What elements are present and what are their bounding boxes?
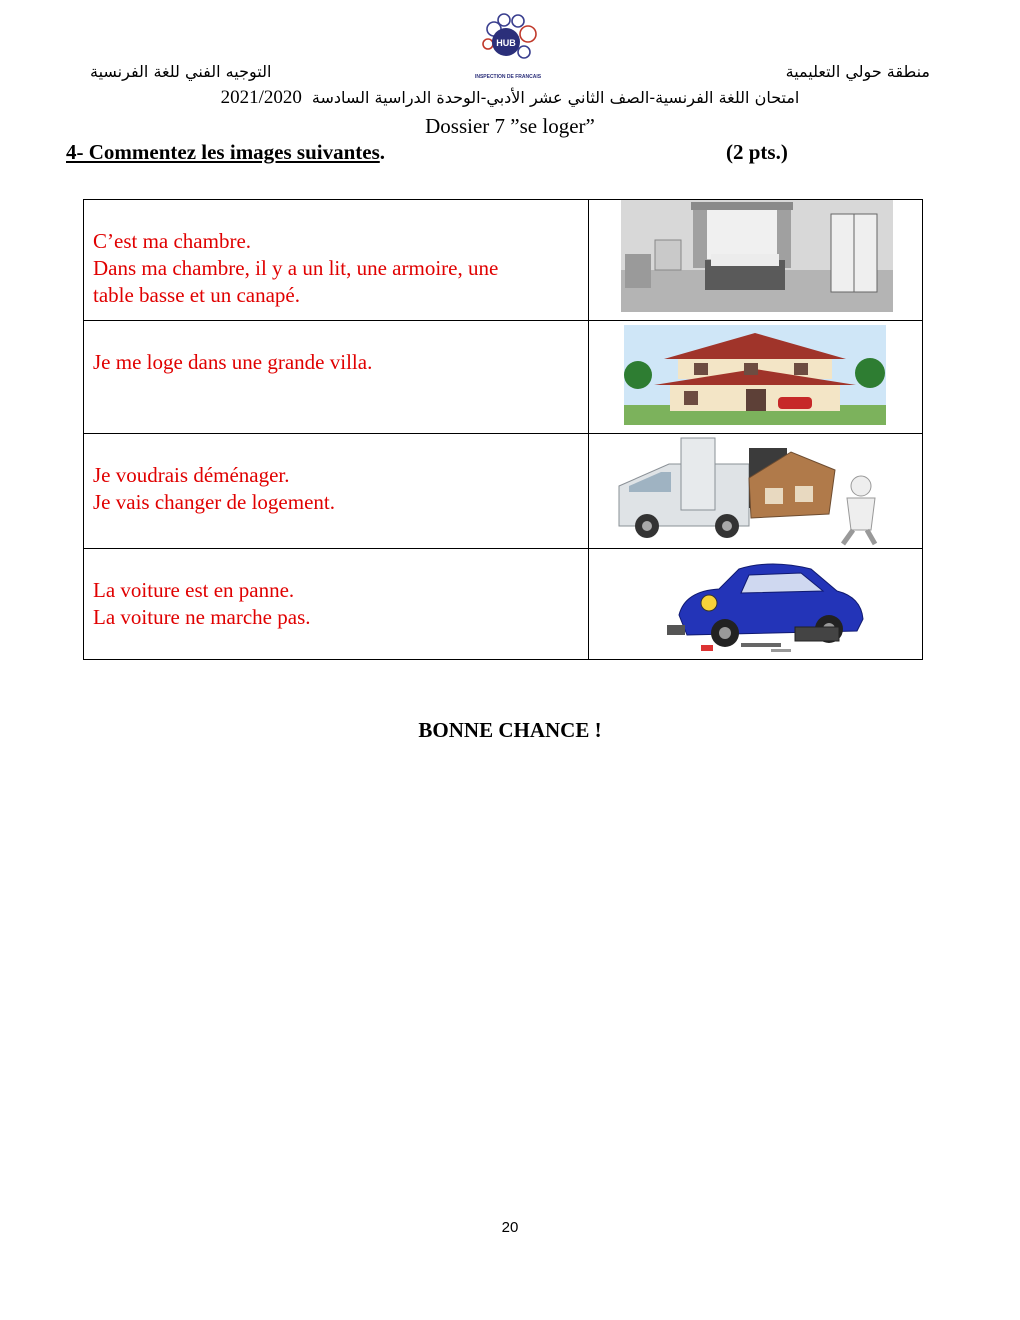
svg-text:HUB: HUB: [496, 38, 516, 48]
dossier-title: Dossier 7 ”se loger”: [425, 114, 595, 138]
answer-cell: [84, 549, 589, 660]
header-district: منطقة حولي التعليمية: [785, 62, 930, 81]
bedroom-image: [621, 200, 893, 312]
hub-logo: [466, 12, 550, 82]
answer-cell: [84, 434, 589, 549]
answer-line: La voiture est en panne.: [93, 578, 295, 602]
page-number: 20: [501, 1219, 519, 1236]
question-title-text: 4- Commentez les images suivantes: [66, 140, 380, 164]
answer-line: Dans ma chambre, il y a un lit, une armoire, une: [93, 256, 499, 280]
answer-line: Je vais changer de logement.: [93, 490, 335, 514]
exam-title-ar: امتحان اللغة الفرنسية-الصف الثاني عشر الأدبي-الوحدة الدراسية السادسة: [311, 88, 800, 107]
image-cell: [589, 200, 923, 321]
table-row: [84, 549, 923, 660]
table-row: [84, 434, 923, 549]
exam-header: [0, 87, 1020, 109]
table-row: [84, 321, 923, 434]
answer-cell: [84, 321, 589, 434]
table-row: [84, 200, 923, 321]
question-points: (2 pts.): [726, 140, 788, 164]
question-title-period: .: [379, 140, 386, 164]
image-cell: [589, 549, 923, 660]
question-title: [66, 140, 385, 165]
broken-car-image: [661, 561, 875, 659]
answer-line: La voiture ne marche pas.: [93, 605, 311, 629]
exam-year: 2021/2020: [220, 87, 302, 108]
moving-van-image: [599, 434, 919, 546]
svg-text:INSPECTION DE FRANCAIS: INSPECTION DE FRANCAIS: [474, 74, 542, 80]
answer-line: table basse et un canapé.: [93, 283, 300, 307]
header-inspectorate: التوجيه الفني للغة الفرنسية: [90, 62, 272, 81]
image-cell: [589, 434, 923, 549]
answer-line: Je voudrais déménager.: [93, 463, 290, 487]
closing-message: BONNE CHANCE !: [418, 718, 602, 742]
exercise-table: [83, 199, 923, 660]
villa-image: [624, 325, 886, 425]
answer-line: C’est ma chambre.: [93, 229, 252, 253]
answer-line: Je me loge dans une grande villa.: [93, 350, 373, 374]
image-cell: [589, 321, 923, 434]
answer-cell: [84, 200, 589, 321]
